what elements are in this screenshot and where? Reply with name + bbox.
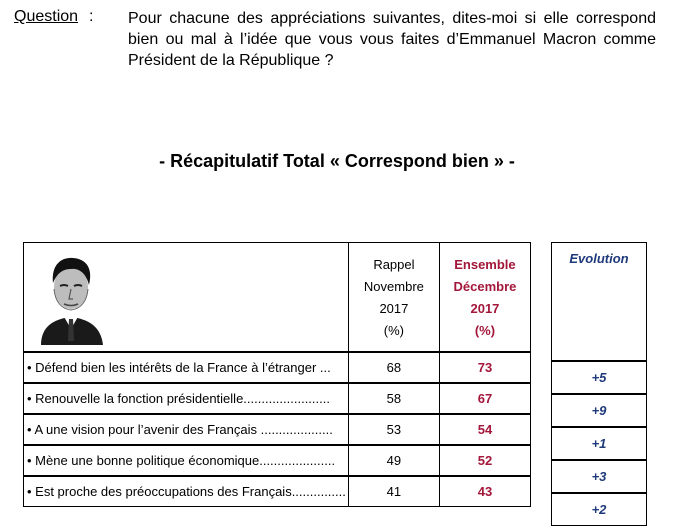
row-evolution-value: +1	[552, 427, 647, 460]
row-label: • Mène une bonne politique économique.....................	[24, 445, 349, 476]
row-ensemble-value: 54	[439, 414, 530, 445]
header-ensemble-line: Décembre	[453, 279, 517, 294]
portrait-image	[33, 249, 109, 345]
row-rappel-value: 41	[348, 476, 439, 507]
evolution-table	[551, 242, 647, 526]
header-evolution: Evolution	[552, 243, 647, 362]
question-label: Question	[14, 8, 79, 25]
row-evolution-value: +2	[552, 493, 647, 526]
table-row	[24, 445, 531, 476]
header-ensemble-line: (%)	[474, 323, 496, 338]
portrait-cell	[24, 243, 349, 353]
table-row	[24, 352, 531, 383]
row-label: • Défend bien les intérêts de la France à l’étranger ...	[24, 352, 349, 383]
row-ensemble-value: 52	[439, 445, 530, 476]
row-rappel-value: 68	[348, 352, 439, 383]
row-ensemble-value: 43	[439, 476, 530, 507]
row-label: • A une vision pour l’avenir des Français ....................	[24, 414, 349, 445]
question-text: Pour chacune des appréciations suivantes, dites-moi si elle correspond bien ou mal à l’idée que vous vous faites d’Emmanuel Macron comme Président de la République ?	[128, 10, 656, 69]
row-label: • Est proche des préoccupations des Français...............	[24, 476, 349, 507]
header-rappel-line: 2017	[379, 301, 409, 316]
table-row	[24, 476, 531, 507]
header-rappel-line: Novembre	[363, 279, 424, 294]
row-label: • Renouvelle la fonction présidentielle........................	[24, 383, 349, 414]
row-ensemble-value: 73	[439, 352, 530, 383]
page-subtitle: - Récapitulatif Total « Correspond bien » -	[159, 151, 515, 171]
header-ensemble-line: Ensemble	[454, 257, 516, 272]
header-rappel-line: Rappel	[373, 257, 415, 272]
header-ensemble-line: 2017	[470, 301, 500, 316]
row-evolution-value: +3	[552, 460, 647, 493]
table-row	[24, 383, 531, 414]
table-row	[24, 414, 531, 445]
row-evolution-value: +5	[552, 361, 647, 394]
row-rappel-value: 58	[348, 383, 439, 414]
header-rappel-line: (%)	[383, 323, 405, 338]
row-rappel-value: 53	[348, 414, 439, 445]
row-evolution-value: +9	[552, 394, 647, 427]
question-colon: :	[89, 8, 94, 25]
header-rappel	[348, 243, 439, 353]
row-ensemble-value: 67	[439, 383, 530, 414]
results-table	[23, 242, 531, 507]
row-rappel-value: 49	[348, 445, 439, 476]
header-ensemble	[439, 243, 530, 353]
